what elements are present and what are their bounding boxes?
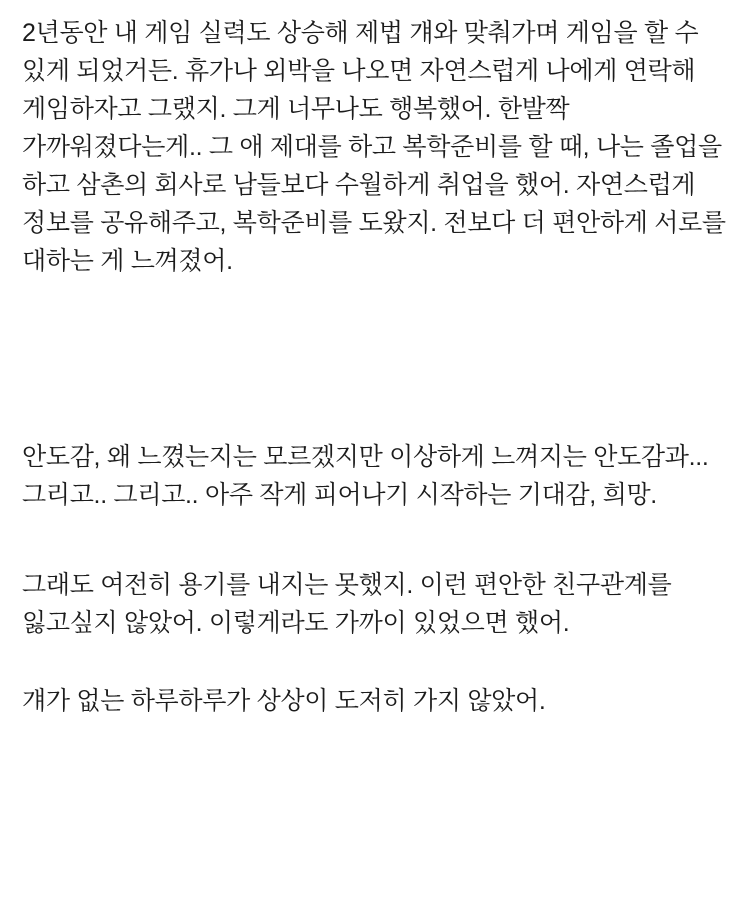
paragraph-2: 안도감, 왜 느꼈는지는 모르겠지만 이상하게 느껴지는 안도감과... 그리고.. 그리고.. 아주 작게 피어나기 시작하는 기대감, 희망. [22, 443, 716, 509]
paragraph-3: 그래도 여전히 용기를 내지는 못했지. 이런 편안한 친구관계를 잃고싶지 않았어. 이렇게라도 가까이 있었으면 했어. [22, 571, 679, 637]
paragraph-4: 걔가 없는 하루하루가 상상이 도저히 가지 않았어. [22, 687, 546, 715]
paragraph-spacer-small [22, 642, 728, 682]
paragraph-spacer-large [22, 280, 728, 438]
paragraph-spacer-medium-1 [22, 514, 728, 566]
paragraph-1: 2년동안 내 게임 실력도 상승해 제법 걔와 맞춰가며 게임을 할 수 있게 되었거든. 휴가나 외박을 나오면 자연스럽게 나에게 연락해 게임하자고 그랬지. 그게 너무나도 행복했어. 한발짝 가까워졌다는게.. 그 애 제대를 하고 복학준비를 할 때, 나는 졸업을 하고 삼촌의 회사로 남들보다 수월하게 취업을 했어. 자연스럽게 정보를 공유해주고, 복학준비를 도왔지. 전보다 더 편안하게 서로를 대하는 게 느껴졌어. [22, 19, 733, 275]
